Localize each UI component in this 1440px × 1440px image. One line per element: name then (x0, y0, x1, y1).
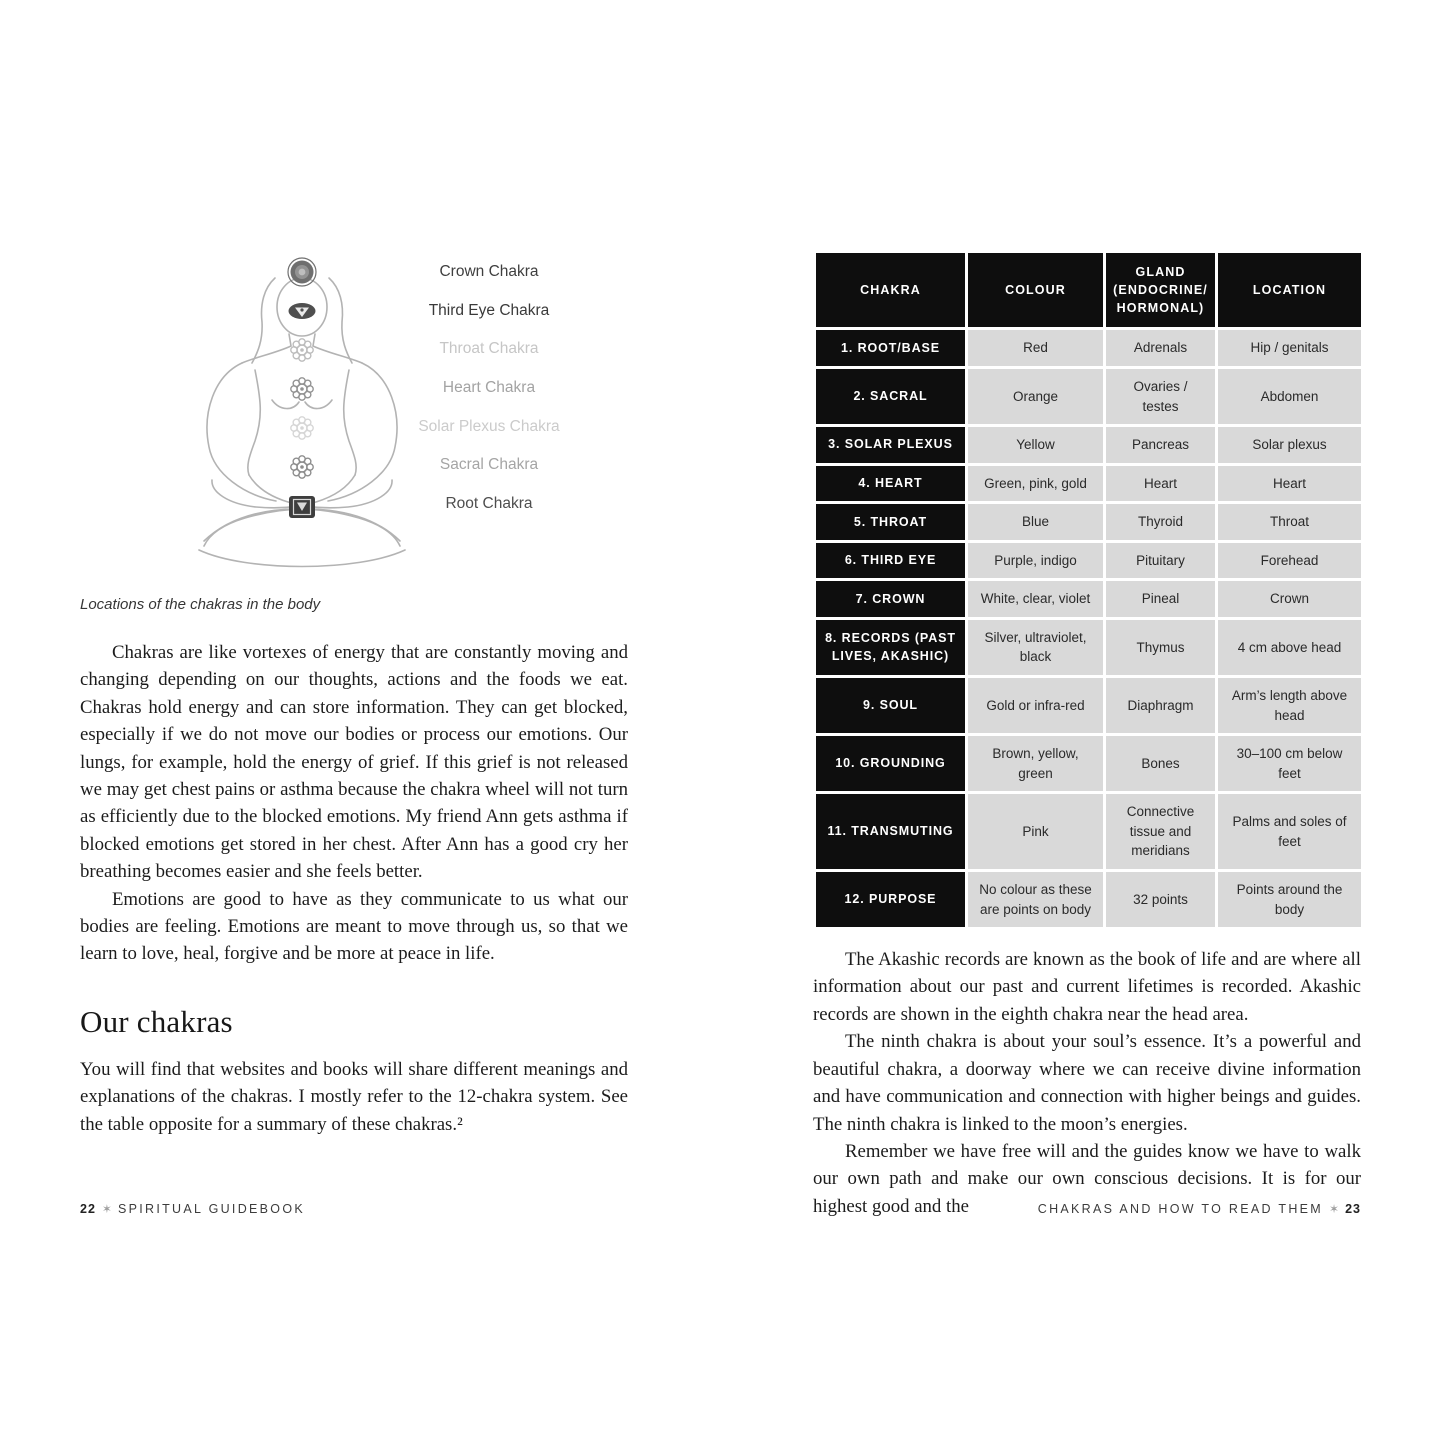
gland-cell: Pituitary (1105, 541, 1217, 580)
colour-cell: Pink (967, 793, 1105, 871)
paragraph: Chakras are like vortexes of energy that are constantly moving and changing depending on our thoughts, actions and the foods we eat. Chakras hold energy and can store information. They can get blocked, especially if we do not move our bodies or process our emotions. Our lungs, for example, hold the energy of grief. If this grief is not released we may get chest pains or asthma because the chakra wheel will not turn as efficiently due to the blocked emotions. My friend Ann gets asthma if blocked emotions get stored in her chest. After Ann has a good cry her breathing becomes easier and she feels better. (80, 642, 628, 883)
label-third-eye-chakra: Third Eye Chakra (428, 301, 550, 319)
colour-cell: Gold or infra-red (967, 677, 1105, 735)
chakra-name-cell: 1. ROOT/BASE (815, 329, 967, 368)
gland-cell: Thyroid (1105, 503, 1217, 542)
chakra-name-cell: 9. SOUL (815, 677, 967, 735)
header-location: LOCATION (1217, 252, 1363, 329)
star-icon: ✶ (1329, 1202, 1340, 1216)
gland-cell: Pineal (1105, 580, 1217, 619)
left-page-footer (80, 1202, 305, 1216)
right-body-text (813, 946, 1361, 1220)
table-row (815, 735, 1363, 793)
gland-cell: Pancreas (1105, 426, 1217, 465)
table-header-row (815, 252, 1363, 329)
gland-cell: 32 points (1105, 870, 1217, 928)
sacral-chakra-icon (291, 456, 313, 478)
colour-cell: Blue (967, 503, 1105, 542)
colour-cell: No colour as these are points on body (967, 870, 1105, 928)
figure-outline (199, 278, 405, 567)
table-row (815, 870, 1363, 928)
location-cell: Throat (1217, 503, 1363, 542)
gland-cell: Bones (1105, 735, 1217, 793)
gland-cell: Thymus (1105, 618, 1217, 676)
chakra-table (813, 250, 1364, 930)
section-body-text (80, 1056, 628, 1138)
colour-cell: Purple, indigo (967, 541, 1105, 580)
star-icon: ✶ (101, 1202, 112, 1216)
left-page (80, 250, 628, 1138)
section-heading: Our chakras (80, 1003, 233, 1039)
location-cell: 30–100 cm below feet (1217, 735, 1363, 793)
location-cell: 4 cm above head (1217, 618, 1363, 676)
header-chakra: CHAKRA (815, 252, 967, 329)
paragraph: The ninth chakra is about your soul’s essence. It’s a powerful and beautiful chakra, a doorway where we can receive divine information and have communication and connection with higher beings and guides. The ninth chakra is linked to the moon’s energies. (813, 1031, 1361, 1135)
chakra-name-cell: 3. SOLAR PLEXUS (815, 426, 967, 465)
colour-cell: Silver, ultraviolet, black (967, 618, 1105, 676)
table-row (815, 329, 1363, 368)
gland-cell: Ovaries / testes (1105, 367, 1217, 425)
colour-cell: Orange (967, 367, 1105, 425)
paragraph: The Akashic records are known as the book of life and are where all information about our past and current lifetimes is recorded. Akashic records are shown in the eighth chakra near the head area. (813, 949, 1361, 1025)
gland-cell: Heart (1105, 464, 1217, 503)
third-eye-chakra-icon (289, 303, 316, 319)
paragraph: You will find that websites and books will share different meanings and explanations of the chakras. I mostly refer to the 12-chakra system. See the table opposite for a summary of these chakras.² (80, 1058, 628, 1135)
colour-cell: Yellow (967, 426, 1105, 465)
chakra-name-cell: 10. GROUNDING (815, 735, 967, 793)
page-number: 23 (1345, 1202, 1361, 1216)
page-number: 22 (80, 1202, 96, 1216)
colour-cell: Brown, yellow, green (967, 735, 1105, 793)
location-cell: Arm’s length above head (1217, 677, 1363, 735)
table-row (815, 426, 1363, 465)
table-row (815, 580, 1363, 619)
chakra-name-cell: 7. CROWN (815, 580, 967, 619)
table-row (815, 367, 1363, 425)
right-page (813, 250, 1361, 1220)
header-gland: GLAND (ENDOCRINE/ HORMONAL) (1105, 252, 1217, 329)
location-cell: Abdomen (1217, 367, 1363, 425)
label-heart-chakra: Heart Chakra (442, 378, 536, 396)
root-chakra-icon (289, 496, 315, 518)
right-page-footer (1038, 1202, 1361, 1216)
location-cell: Solar plexus (1217, 426, 1363, 465)
location-cell: Palms and soles of feet (1217, 793, 1363, 871)
left-body-text (80, 639, 628, 968)
footer-title: CHAKRAS AND HOW TO READ THEM (1037, 1202, 1324, 1216)
label-sacral-chakra: Sacral Chakra (439, 456, 539, 474)
heart-chakra-icon (291, 378, 313, 400)
gland-cell: Connective tissue and meridians (1105, 793, 1217, 871)
location-cell: Crown (1217, 580, 1363, 619)
chakra-name-cell: 2. SACRAL (815, 367, 967, 425)
crown-chakra-icon (288, 258, 316, 286)
table-row (815, 464, 1363, 503)
label-root-chakra: Root Chakra (445, 494, 533, 512)
figure-caption: Locations of the chakras in the body (80, 596, 321, 613)
colour-cell: Red (967, 329, 1105, 368)
header-colour: COLOUR (967, 252, 1105, 329)
label-solar-plexus-chakra: Solar Plexus Chakra (418, 417, 560, 435)
location-cell: Forehead (1217, 541, 1363, 580)
table-row (815, 677, 1363, 735)
chakra-name-cell: 8. RECORDS (PAST LIVES, AKASHIC) (815, 618, 967, 676)
location-cell: Heart (1217, 464, 1363, 503)
paragraph: Remember we have free will and the guides know we have to walk our own path and make our own conscious decisions. It is for our highest good and the (813, 1140, 1361, 1217)
gland-cell: Adrenals (1105, 329, 1217, 368)
chakra-label-list (405, 262, 573, 514)
table-row (815, 618, 1363, 676)
location-cell: Hip / genitals (1217, 329, 1363, 368)
chakra-name-cell: 6. THIRD EYE (815, 541, 967, 580)
chakra-diagram (80, 250, 628, 580)
chakra-name-cell: 11. TRANSMUTING (815, 793, 967, 871)
chakra-name-cell: 12. PURPOSE (815, 870, 967, 928)
gland-cell: Diaphragm (1105, 677, 1217, 735)
solar-plexus-chakra-icon (291, 417, 313, 439)
throat-chakra-icon (291, 339, 313, 361)
label-crown-chakra: Crown Chakra (439, 263, 539, 280)
colour-cell: White, clear, violet (967, 580, 1105, 619)
table-row (815, 793, 1363, 871)
location-cell: Points around the body (1217, 870, 1363, 928)
chakra-name-cell: 5. THROAT (815, 503, 967, 542)
table-row (815, 541, 1363, 580)
paragraph: Emotions are good to have as they communicate to us what our bodies are feeling. Emotions are meant to move through us, so that we learn to love, heal, forgive and be more at peace in life. (80, 888, 628, 965)
label-throat-chakra: Throat Chakra (439, 340, 539, 358)
table-row (815, 503, 1363, 542)
chakra-name-cell: 4. HEART (815, 464, 967, 503)
footer-title: SPIRITUAL GUIDEBOOK (117, 1202, 305, 1216)
colour-cell: Green, pink, gold (967, 464, 1105, 503)
